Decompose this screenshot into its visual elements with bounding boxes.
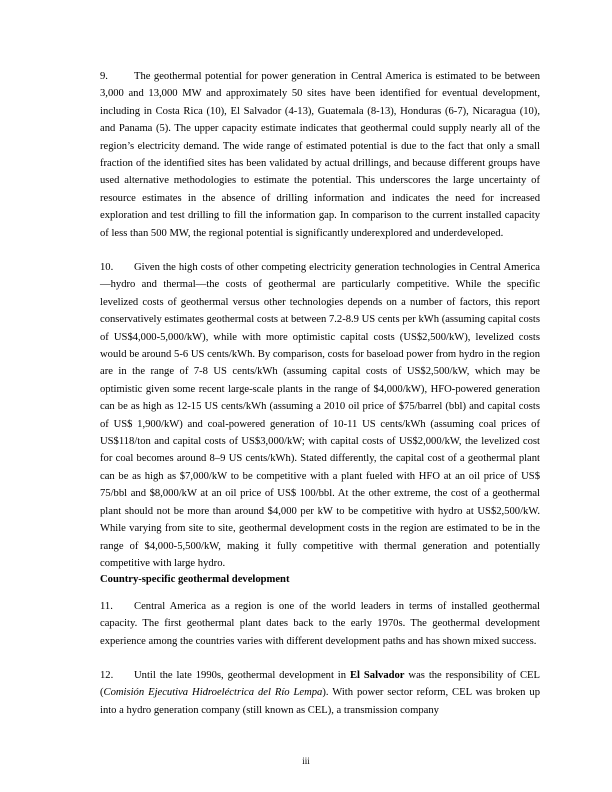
- paragraph-text: Central America as a region is one of the world leaders in terms of installed geothermal capacity. The first geothermal plant dates back to the early 1970s. The geothermal development experience among the countries varies with different development paths and has shown mixed success.: [100, 601, 540, 647]
- country-name-bold: El Salvador: [349, 670, 405, 681]
- paragraph-number: 9.: [100, 71, 108, 82]
- paragraph-text: The geothermal potential for power generation in Central America is estimated to be between 3,000 and 13,000 MW and approximately 50 sites have been identified for eventual development, including in Costa Rica (10), El Salvador (4-13), Guatemala (8-13), Honduras (6-7), Nicaragua (10), and Panama (5). The upper capacity estimate indicates that geothermal could supply nearly all of the region’s electricity demand. The wide range of estimated potential is due to the fact that only a small fraction of the identified sites has been validated by actual drillings, and because different groups have used alternative methodologies to estimate the potential. This underscores the large uncertainty of resource estimates in the absence of drilling information and indicates the need for increased exploration and test drilling to fill the information gap. In comparison to the current installed capacity of less than 500 MW, the regional potential is significantly underexplored and underdeveloped.: [100, 71, 540, 239]
- paragraph-number: 10.: [100, 262, 114, 273]
- section-heading: Country-specific geothermal development: [100, 574, 290, 585]
- paragraph-text: ). With power sector reform, CEL was broken up into a hydro generation company (still known as CEL), a transmission company: [100, 687, 540, 716]
- paragraph-number: 12.: [100, 670, 114, 681]
- paragraph-text: Until the late 1990s, geothermal development in: [134, 670, 350, 681]
- paragraph-number: 11.: [100, 601, 113, 612]
- paragraph-9: [100, 68, 540, 242]
- page-number: iii: [302, 756, 310, 766]
- paragraph-12: [100, 667, 540, 719]
- paragraph-text: Given the high costs of other competing electricity generation technologies in Central America—hydro and thermal—the costs of geothermal are particularly competitive. While the specific levelized costs of geothermal versus other technologies depends on a number of factors, this report conservatively estimates geothermal costs at between 7.2-8.9 US cents per kWh (assuming capital costs of US$4,000-5,000/kW), while with more optimistic capital costs (US$2,500/kW), levelized costs would be around 5-6 US cents/kWh. By comparison, costs for baseload power from hydro in the region are in the range of 7-8 US cents/kWh (assuming capital costs of US$2,500/kW, which may be optimistic given some recent large-scale plants in the range of $4,000/kW), HFO-powered generation can be as high as 12-15 US cents/kWh (assuming a 2010 oil price of $75/barrel (bbl) and capital costs of US$ 1,900/kW) and coal-powered generation of 10-11 US cents/kWh (assuming coal prices of US$118/ton and capital costs of US$3,000/kW; with capital costs of US$2,000/kW, the levelized cost for coal becomes around 8–9 US cents/kWh). Stated differently, the capital cost of a geothermal plant can be as high as $7,000/kW to be competitive with a plant fueled with HFO at an oil price of US$ 75/bbl and $8,000/kW at an oil price of US$ 100/bbl. At the other extreme, the cost of a geothermal plant should not be more than around $4,000 per kW to be competitive with hydro at US$2,500/kW. While varying from site to site, geothermal development costs in the region are estimated to be in the range of $4,000-5,500/kW, making it fully competitive with thermal generation and potentially competitive with large hydro.: [100, 262, 540, 569]
- organization-name-italic: Comisión Ejecutiva Hidroeléctrica del Río Lempa: [103, 687, 323, 699]
- paragraph-11: [100, 598, 540, 650]
- paragraph-10: [100, 259, 540, 572]
- paragraph-text: was the responsibility of CEL (: [100, 670, 541, 699]
